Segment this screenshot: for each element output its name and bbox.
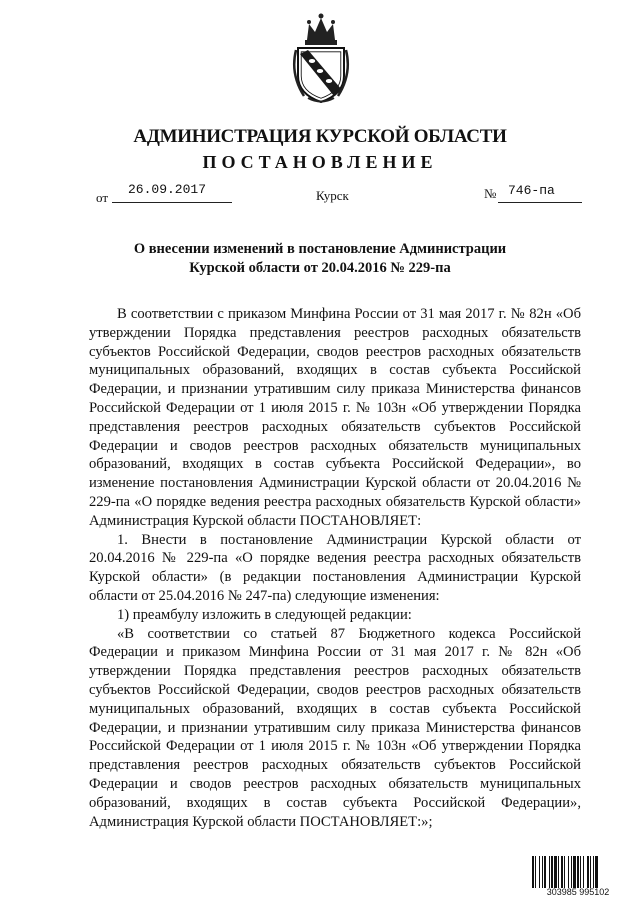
document-type: ПОСТАНОВЛЕНИЕ xyxy=(202,152,438,172)
barcode-number: 303985 995102 xyxy=(546,887,610,897)
kursk-coat-of-arms-icon xyxy=(290,10,352,106)
city-name: Курск xyxy=(316,188,349,203)
paragraph-subitem-1: 1) преамбулу изложить в следующей редакции: xyxy=(117,606,412,623)
date-prefix: от xyxy=(96,190,109,205)
number-underline xyxy=(498,202,582,203)
document-subject xyxy=(0,240,640,278)
document-body xyxy=(89,305,581,831)
paragraph-new-preamble: «В соответствии со статьей 87 Бюджетного кодекса Российской Федерации и приказом Минфина России от 31 мая 2017 г. № 82н «Об утверждении Порядка представления реестров расходных обязательств субъектов Российской Федерации, сводов реестров расходных обязательств муниципальных образований, входящих в состав субъекта Российской Федерации, и признании утратившим силу приказа Министерства финансов Российской Федерации от 1 июля 2015 г. № 103н «Об утверждении Порядка представления реестров расходных обязательств субъектов Российской Федерации и сводов реестров расходных обязательств муниципальных образований, входящих в состав субъекта Российской Федерации», Администрация Курской области ПОСТАНОВЛЯЕТ:»; xyxy=(89,625,581,830)
barcode-icon xyxy=(532,856,624,888)
organization-title: АДМИНИСТРАЦИЯ КУРСКОЙ ОБЛАСТИ xyxy=(133,126,507,147)
paragraph-item-1: 1. Внести в постановление Администрации Курской области от 20.04.2016 № 229-па «О порядке ведения реестра расходных обязательств Курской области» (в редакции постановления Администрации Курской области от 25.04.2016 № 247-па) следующие изменения: xyxy=(89,531,581,604)
subject-line-2: Курской области от 20.04.2016 № 229-па xyxy=(189,260,451,276)
document-date: 26.09.2017 xyxy=(128,182,207,197)
subject-line-1: О внесении изменений в постановление Администрации xyxy=(133,241,507,257)
document-number: 746-па xyxy=(508,183,555,198)
number-prefix: № xyxy=(484,186,497,201)
paragraph-preamble: В соответствии с приказом Минфина России от 31 мая 2017 г. № 82н «Об утверждении Порядка представления реестров расходных обязательств субъектов Российской Федерации, сводов реестров расходных обязательств муниципальных образований, входящих в состав субъекта Российской Федерации, и признании утратившим силу приказа Министерства финансов Российской Федерации от 1 июля 2015 г. № 103н «Об утверждении Порядка представления реестров расходных обязательств субъектов Российской Федерации и сводов реестров расходных обязательств муниципальных образований, входящих в состав субъекта Российской Федерации», во изменение постановления Администрации Курской области от 20.04.2016 № 229-па «О порядке ведения реестра расходных обязательств Курской области» Администрация Курской области ПОСТАНОВЛЯЕТ: xyxy=(89,306,581,529)
date-underline xyxy=(112,202,232,203)
